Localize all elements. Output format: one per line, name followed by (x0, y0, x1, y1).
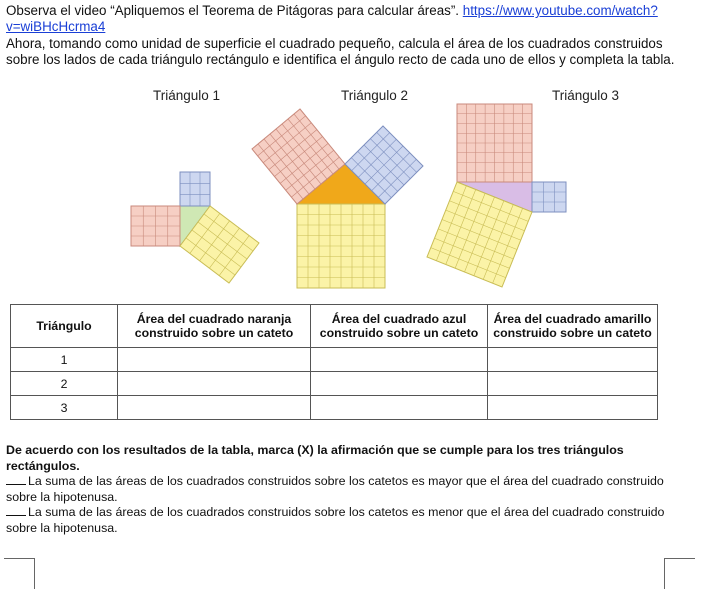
question-prompt: De acuerdo con los resultados de la tabla, marca (X) la afirmación que se cumple para los tres triángulos rectángulos. (6, 443, 624, 473)
header-azul: Área del cuadrado azul construido sobre un cateto (311, 305, 488, 348)
cell-amarillo[interactable] (488, 396, 658, 420)
option-2-text: La suma de las áreas de los cuadrados construidos sobre los catetos es menor que el área del cuadrado construido sobre la hipotenusa. (6, 505, 665, 535)
square-1-blue (180, 172, 210, 206)
triangle-3-label: Triángulo 3 (552, 88, 620, 103)
square-3-blue (532, 182, 566, 212)
page-corner-left (4, 558, 35, 589)
cell-amarillo[interactable] (488, 372, 658, 396)
cell-amarillo[interactable] (488, 348, 658, 372)
table-row (11, 348, 658, 372)
answer-blank[interactable] (6, 515, 26, 516)
table-row (11, 372, 658, 396)
page-corner-right (664, 558, 695, 589)
cell-naranja[interactable] (118, 372, 311, 396)
answer-blank[interactable] (6, 484, 26, 485)
header-amarillo: Área del cuadrado amarillo construido sobre un cateto (488, 305, 658, 348)
table-header-row (11, 305, 658, 348)
header-naranja: Área del cuadrado naranja construido sobre un cateto (118, 305, 311, 348)
cell-azul[interactable] (311, 372, 488, 396)
row-number: 1 (11, 348, 118, 372)
intro-instructions: Ahora, tomando como unidad de superficie el cuadrado pequeño, calcula el área de los cuadrados construidos sobre los lados de cada triángulo rectángulo e identifica el ángulo recto de cada uno de ellos y completa la tabla. (6, 35, 675, 67)
cell-azul[interactable] (311, 396, 488, 420)
cell-naranja[interactable] (118, 348, 311, 372)
video-link[interactable]: https://www.youtube.com/watch?v=wiBHcHcrma4 (6, 3, 658, 35)
header-triangulo: Triángulo (11, 305, 118, 348)
triangle-1-label: Triángulo 1 (153, 88, 221, 103)
intro-prefix: Observa el video “Apliquemos el Teorema de Pitágoras para calcular áreas”. (6, 3, 463, 18)
question-block (6, 443, 696, 537)
option-2[interactable] (6, 505, 696, 536)
row-number: 2 (11, 372, 118, 396)
cell-azul[interactable] (311, 348, 488, 372)
option-1-text: La suma de las áreas de los cuadrados construidos sobre los catetos es mayor que el área del cuadrado construido sobre la hipotenusa. (6, 474, 664, 504)
results-table (10, 304, 658, 420)
cell-naranja[interactable] (118, 396, 311, 420)
triangle-2-label: Triángulo 2 (341, 88, 409, 103)
option-1[interactable] (6, 474, 696, 505)
table-row (11, 396, 658, 420)
row-number: 3 (11, 396, 118, 420)
